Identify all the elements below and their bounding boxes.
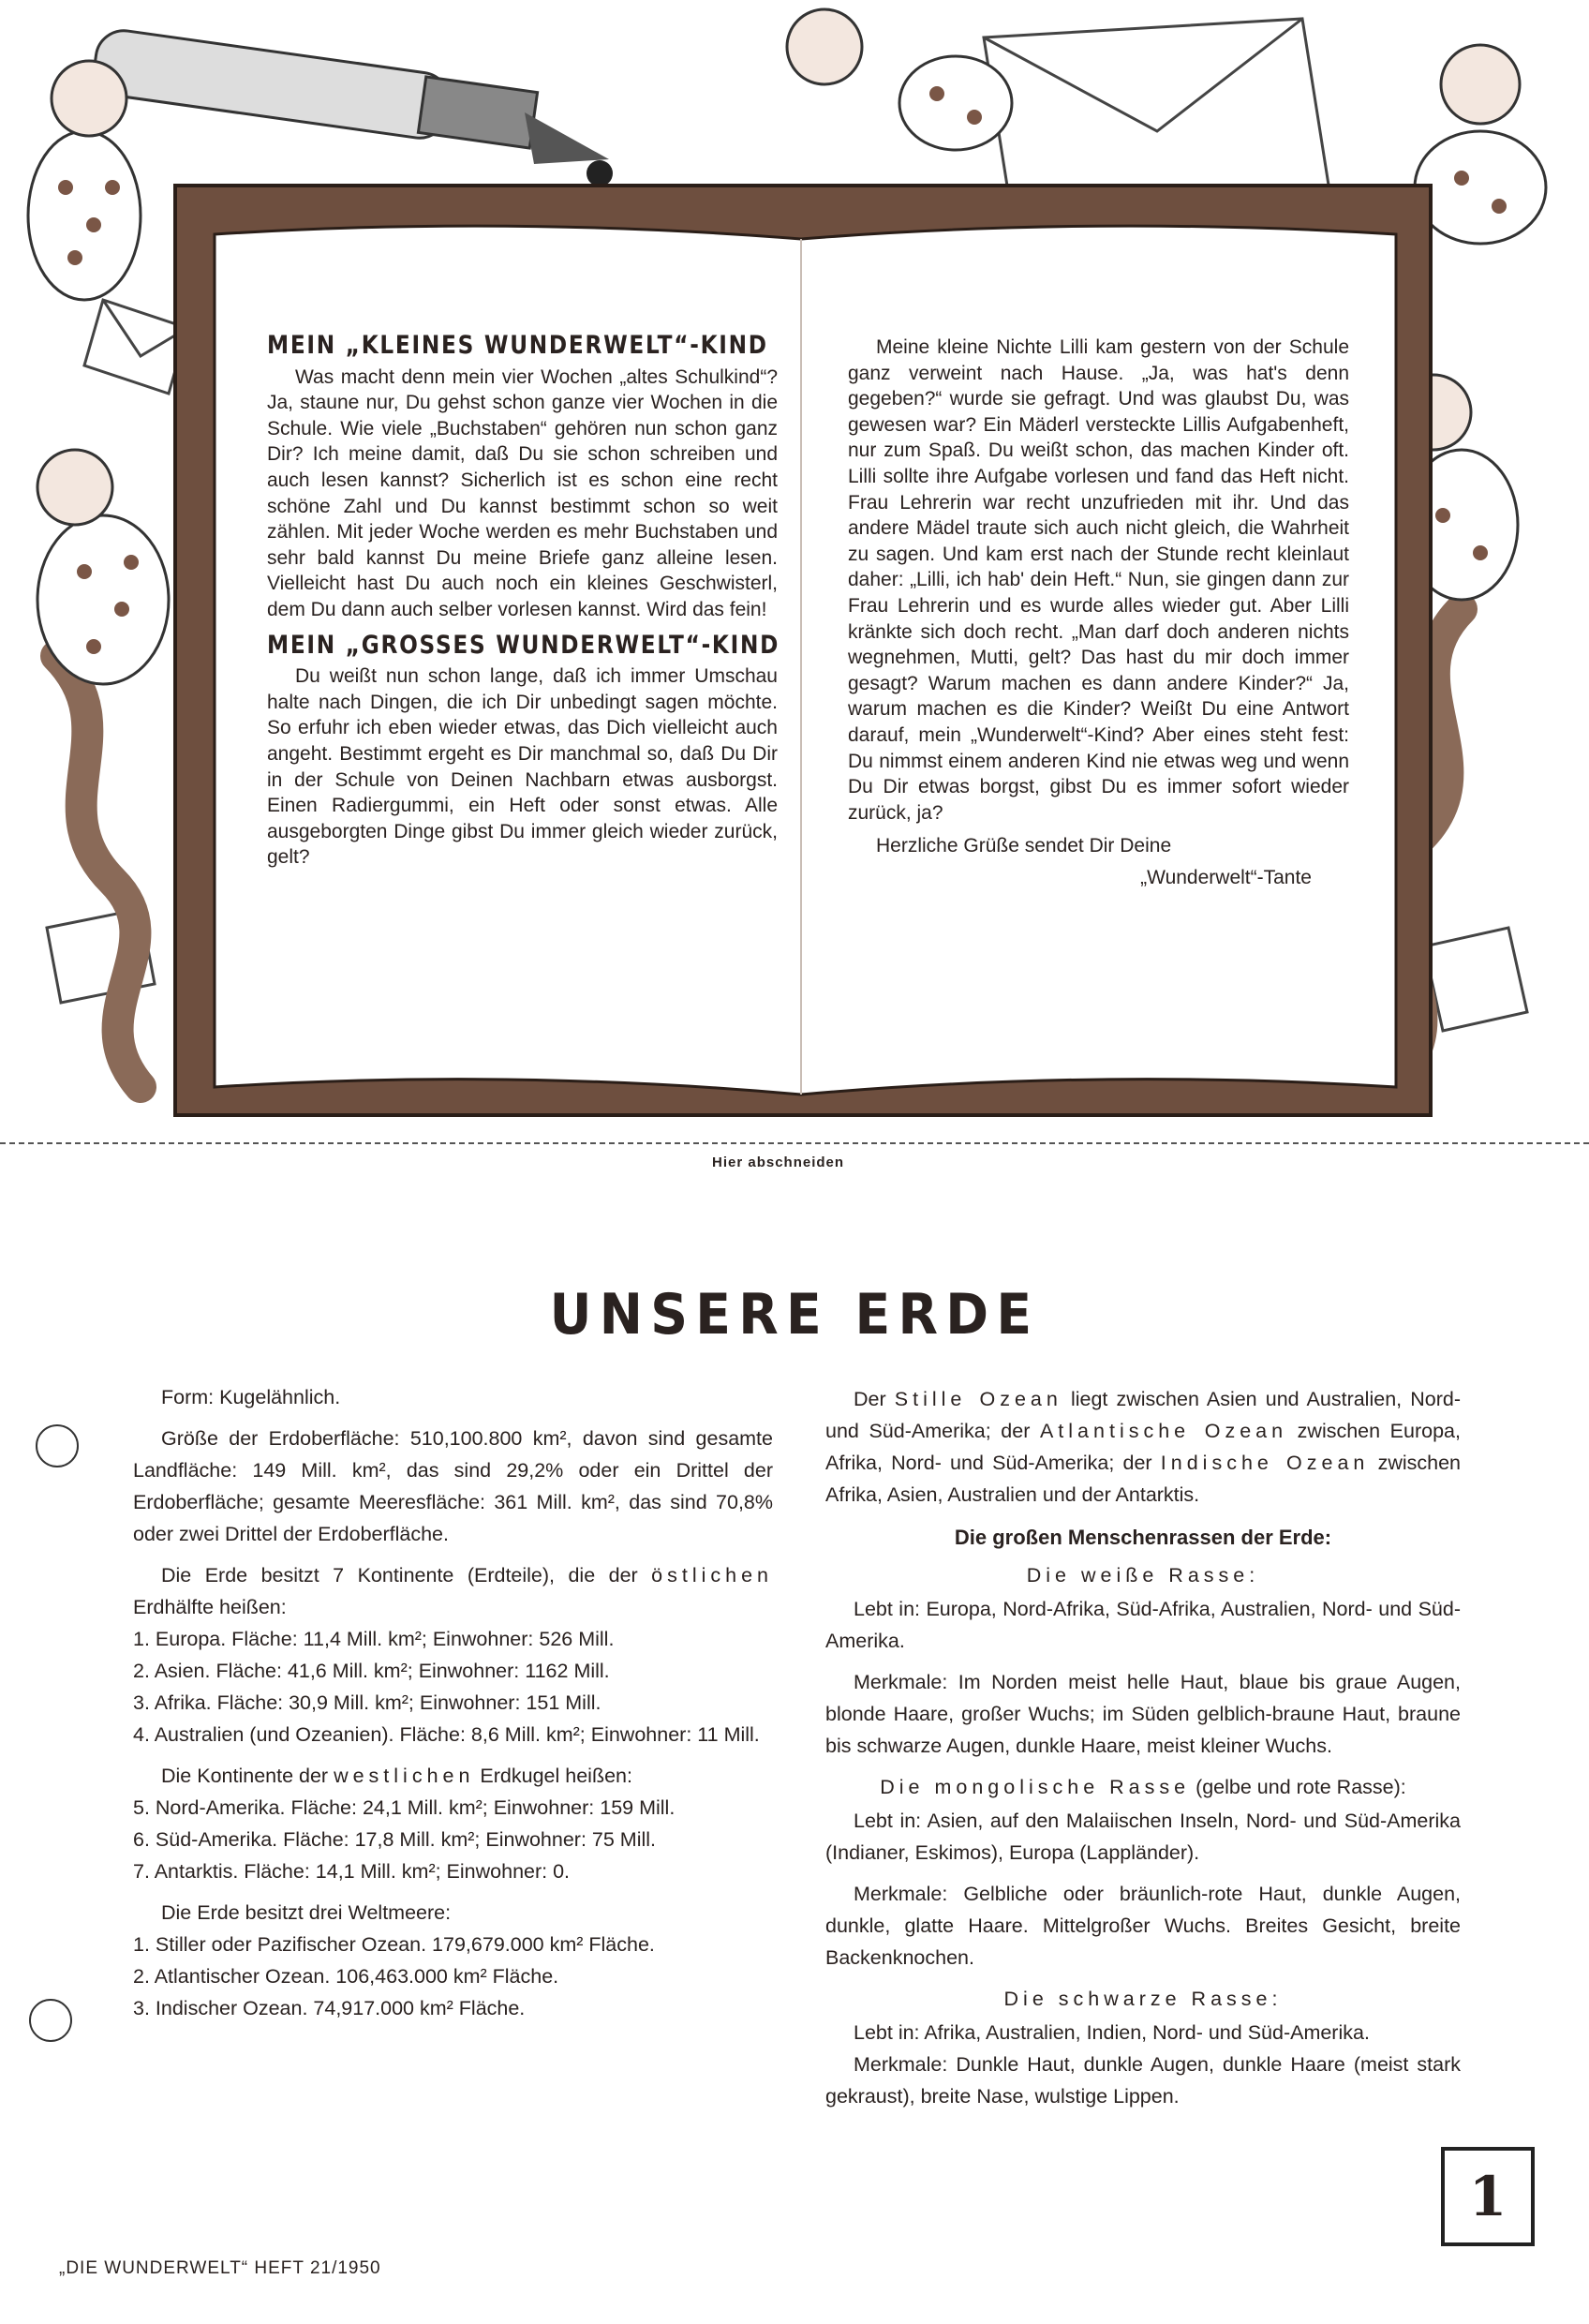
- text-segment: Die großen Menschenrassen der Erde:: [954, 1526, 1332, 1549]
- text-segment: 1. Europa. Fläche: 11,4 Mill. km²; Einwohner: 526 Mill.: [133, 1628, 615, 1650]
- paragraph: [133, 1792, 773, 1824]
- text-segment: 5. Nord-Amerika. Fläche: 24,1 Mill. km²; Einwohner: 159 Mill.: [133, 1796, 676, 1819]
- text-segment: Lebt in: Asien, auf den Malaiischen Inseln, Nord- und Süd-Amerika (Indianer, Eskimos), Europa (Lappländer).: [825, 1810, 1461, 1864]
- letter-paragraph: Was macht denn mein vier Wochen „altes Schulkind“? Ja, staune nur, Du gehst schon ganze vier Wochen in die Schule. Wie viele „Buchstaben“ gehören nun schon ganz Dir? Ich meine damit, daß Du sie schon schreiben und auch lesen kannst? Sicherlich ist es schon eine recht schöne Zahl und Du kannst bestimmt schon so weit zählen. Mit jeder Woche werden es mehr Buchstaben und sehr bald kannst Du meine Briefe ganz alleine lesen. Vielleicht hast Du auch noch ein kleines Geschwisterl, dem Du dann auch selber vorlesen kannst. Wird das fein!: [267, 365, 778, 620]
- paragraph: [133, 1960, 773, 1992]
- text-segment: Merkmale: Dunkle Haut, dunkle Augen, dunkle Haare (meist stark gekraust), breite Nase, wulstige Lippen.: [825, 2053, 1461, 2108]
- text-segment: Merkmale: Im Norden meist helle Haut, blaue bis graue Augen, blonde Haare, großer Wuchs; im Süden gelblich-braune Haut, braune bis schwarze Augen, dunkle Haare, meist kleiner Wuchs.: [825, 1671, 1461, 1757]
- text-segment: Lebt in: Europa, Nord-Afrika, Süd-Afrika, Australien, Nord- und Süd-Amerika.: [825, 1598, 1461, 1652]
- spaced-emphasis: Indische Ozean: [1160, 1452, 1370, 1474]
- paragraph: [133, 1655, 773, 1687]
- text-segment: zwischen Europa, Afrika, Nord- und Süd-Amerika; der: [825, 1420, 1461, 1474]
- letter-greeting: Herzliche Grüße sendet Dir Deine: [876, 835, 1172, 857]
- text-segment: Die Erde besitzt 7 Kontinente (Erdteile), die der: [161, 1564, 652, 1587]
- fountain-pen-icon: [91, 27, 613, 186]
- spaced-emphasis: westlichen: [334, 1765, 475, 1787]
- text-segment: (gelbe und rote Rasse):: [1190, 1776, 1406, 1798]
- cut-line: [0, 1142, 1589, 1144]
- paragraph: [133, 1760, 773, 1792]
- letter-left-column: [267, 333, 778, 871]
- spaced-emphasis: Atlantische Ozean: [1039, 1420, 1288, 1442]
- paragraph: [133, 1929, 773, 1960]
- spaced-emphasis: Die schwarze Rasse:: [1003, 1988, 1283, 2010]
- paragraph: [133, 1423, 773, 1550]
- earth-facts-left-column: [133, 1381, 773, 2024]
- text-segment: 2. Atlantischer Ozean. 106,463.000 km² Fläche.: [133, 1965, 559, 1988]
- spaced-emphasis: Die mongolische Rasse: [880, 1776, 1191, 1798]
- text-segment: 3. Afrika. Fläche: 30,9 Mill. km²; Einwohner: 151 Mill.: [133, 1691, 601, 1714]
- heading-grosses-kind: MEIN „GROSSES WUNDERWELT“-KIND: [267, 630, 780, 660]
- paragraph: [825, 1771, 1461, 1803]
- paragraph: [133, 1687, 773, 1719]
- paragraph: [133, 1824, 773, 1855]
- spaced-emphasis: Stille Ozean: [894, 1388, 1062, 1410]
- paragraph: [825, 1878, 1461, 1974]
- heading-kleines-kind: MEIN „KLEINES WUNDERWELT“-KIND: [267, 331, 768, 360]
- paragraph: [133, 1855, 773, 1887]
- text-segment: Form: Kugelähnlich.: [161, 1386, 341, 1408]
- text-segment: 7. Antarktis. Fläche: 14,1 Mill. km²; Einwohner: 0.: [133, 1860, 571, 1883]
- paragraph: [825, 1666, 1461, 1762]
- paragraph: [825, 2017, 1461, 2048]
- text-segment: 2. Asien. Fläche: 41,6 Mill. km²; Einwohner: 1162 Mill.: [133, 1660, 610, 1682]
- text-segment: 6. Süd-Amerika. Fläche: 17,8 Mill. km²; Einwohner: 75 Mill.: [133, 1828, 657, 1851]
- paragraph: [825, 1383, 1461, 1511]
- letter-signature: „Wunderwelt“-Tante: [1140, 866, 1312, 888]
- punch-hole-icon: [36, 1424, 79, 1467]
- paragraph: [133, 1623, 773, 1655]
- paragraph: [825, 1805, 1461, 1869]
- text-segment: Größe der Erdoberfläche: 510,100.800 km², davon sind gesamte Landfläche: 149 Mill. km², das sind 29,2% oder ein Drittel der Erdoberfläche; gesamte Meeresfläche: 361 Mill. km², das sind 70,8% oder zwei Drittel der Erdoberfläche.: [133, 1427, 773, 1545]
- punch-hole-icon: [29, 1999, 72, 2042]
- spaced-emphasis: östlichen: [651, 1564, 773, 1587]
- paragraph: [133, 1381, 773, 1413]
- paragraph: [133, 1559, 773, 1623]
- letter-right-column: [848, 335, 1349, 890]
- text-segment: 4. Australien (und Ozeanien). Fläche: 8,6 Mill. km²; Einwohner: 11 Mill.: [133, 1723, 760, 1746]
- text-segment: Merkmale: Gelbliche oder bräunlich-rote Haut, dunkle Augen, dunkle, glatte Haare. Mittelgroßer Wuchs. Breites Gesicht, breite Backenknochen.: [825, 1883, 1461, 1969]
- text-segment: 1. Stiller oder Pazifischer Ozean. 179,679.000 km² Fläche.: [133, 1933, 655, 1956]
- letter-paragraph: Meine kleine Nichte Lilli kam gestern von der Schule ganz verweint nach Hause. „Ja, was hat's denn gegeben?“ wurde sie gefragt. Und was glaubst Du, was gewesen war? Ein Mäderl versteckte Lillis Aufgabenheft, nur zum Spaß. Du weißt schon, das machen Kinder oft. Lilli sollte ihre Aufgabe vorlesen und fand das Heft nicht. Frau Lehrerin war recht unzufrieden mit ihr. Und das andere Mädel traute sich auch nicht gleich, die Wahrheit zu sagen. Und kam erst nach der Stunde recht kleinlaut daher: „Lilli, ich hab' dein Heft.“ Nun, sie gingen dann zur Frau Lehrerin und es wurde alles wieder gut. Aber Lilli kränkte sich doch recht. „Man darf doch anderen nichts wegnehmen, Mutti, gelt? Das hast du mir doch immer gesagt? Warum machen es dann andere Kinder?“ Ja, warum machen es die Kinder? Weißt Du eine Antwort darauf, mein „Wunderwelt“-Kind? Aber eines steht fest: Du nimmst einem anderen Kind nie etwas weg und wenn Du Dir etwas borgst, gibst Du es immer sofort wieder zurück, ja?: [848, 336, 1349, 824]
- paragraph: [133, 1719, 773, 1750]
- paragraph: [825, 1559, 1461, 1591]
- letter-paragraph: Du weißt nun schon lange, daß ich immer Umschau halte nach Dingen, die ich Dir unbedingt sagen möchte. So erfuhr ich eben wieder etwas, das Dich vielleicht auch angeht. Bestimmt ergeht es Dir manchmal so, daß Du Dir in der Schule von Deinen Nachbarn etwas ausborgst. Einen Radiergummi, ein Heft oder sonst etwas. Alle ausgeborgten Dinge gibst Du immer gleich wieder zurück, gelt?: [267, 665, 778, 869]
- paragraph: [825, 1983, 1461, 2015]
- spaced-emphasis: Die weiße Rasse:: [1026, 1564, 1260, 1587]
- text-segment: 3. Indischer Ozean. 74,917.000 km² Fläche.: [133, 1997, 526, 2019]
- text-segment: Erdhälfte heißen:: [133, 1596, 287, 1618]
- text-segment: Erdkugel heißen:: [474, 1765, 632, 1787]
- footer-issue: „DIE WUNDERWELT“ HEFT 21/1950: [59, 2258, 381, 2278]
- page-number: 1: [1441, 2147, 1535, 2246]
- text-segment: Lebt in: Afrika, Australien, Indien, Nord- und Süd-Amerika.: [854, 2021, 1370, 2044]
- paragraph: [133, 1897, 773, 1929]
- paragraph: [825, 2048, 1461, 2112]
- page-title: UNSERE ERDE: [549, 1282, 1040, 1348]
- paragraph: [825, 1593, 1461, 1657]
- earth-facts-right-column: [825, 1383, 1461, 2122]
- text-segment: Die Erde besitzt drei Weltmeere:: [161, 1901, 452, 1924]
- text-segment: Die Kontinente der: [161, 1765, 334, 1787]
- paragraph: [133, 1992, 773, 2024]
- header-illustration: [0, 0, 1589, 1148]
- text-segment: liegt zwischen Asien und Australien, Nord- und Süd-Amerika; der: [825, 1388, 1461, 1442]
- text-segment: Der: [854, 1388, 895, 1410]
- paragraph: [825, 1522, 1461, 1554]
- text-segment: zwischen Afrika, Asien, Australien und der Antarktis.: [825, 1452, 1461, 1506]
- cut-label: Hier abschneiden: [712, 1155, 845, 1170]
